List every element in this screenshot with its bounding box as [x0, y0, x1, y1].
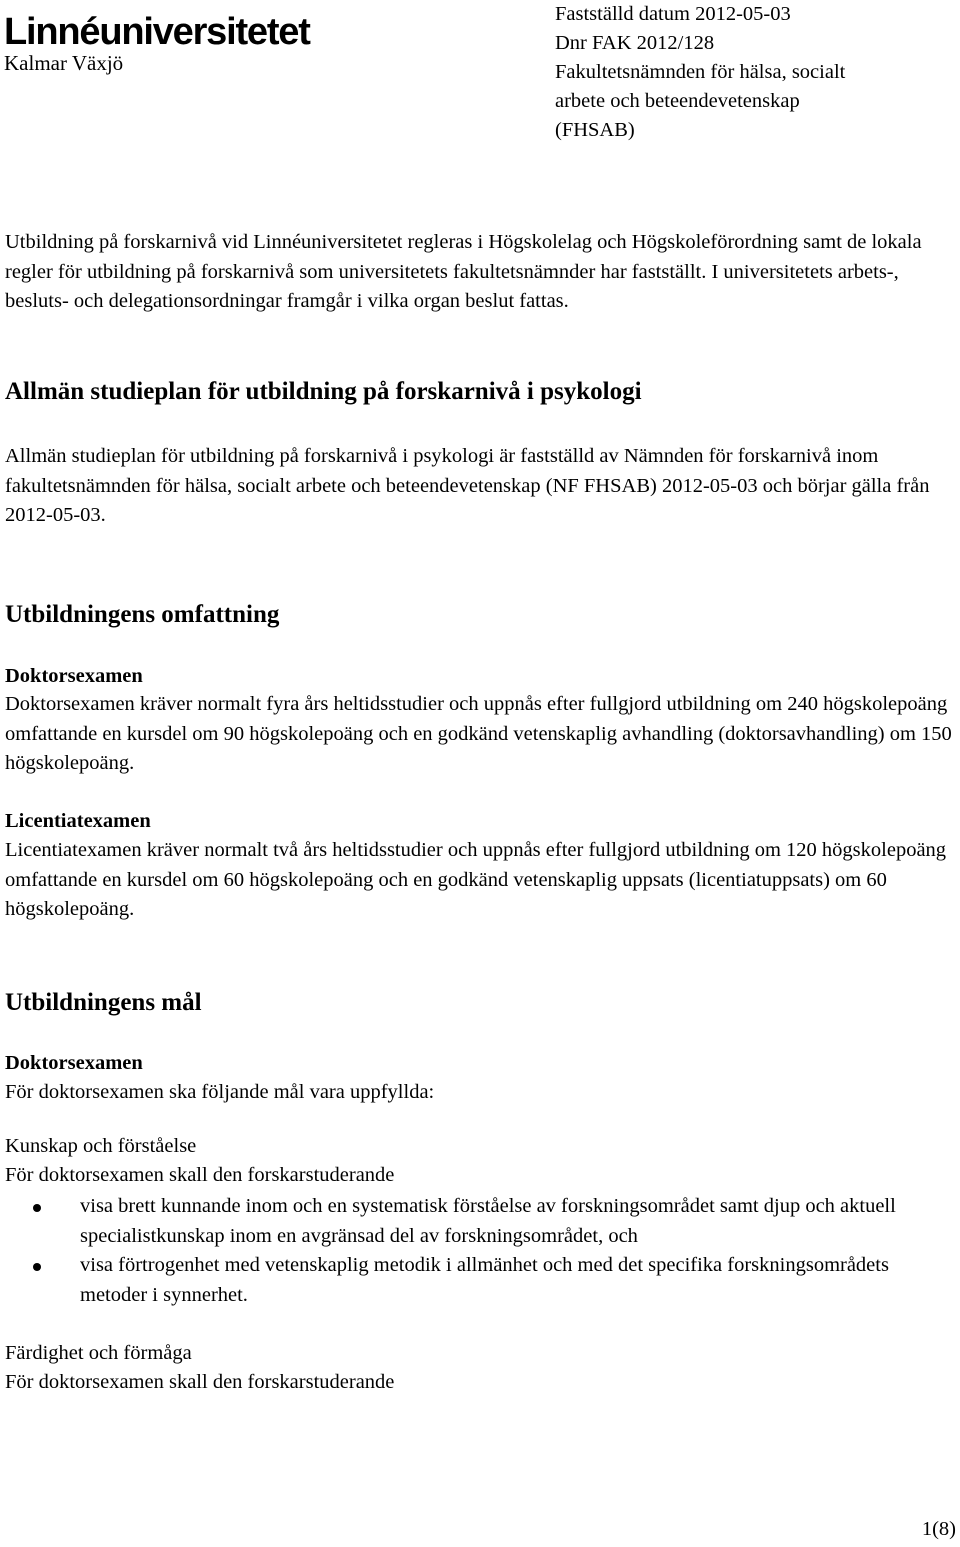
meta-date: Fastställd datum 2012-05-03 — [555, 3, 791, 25]
scope-heading: Utbildningens omfattning — [5, 601, 280, 628]
title-paragraph: Allmän studieplan för utbildning på forskarnivå i psykologi är fastställd av Nämnden för forskarnivå inom fakultetsnämnden för hälsa, socialt arbete och beteendevetenskap (NF FHSAB) 2012-05-03 och börjar gälla från 2012-05-03. — [5, 445, 930, 526]
scope-doctor-text: Doktorsexamen kräver normalt fyra års heltidsstudier och uppnås efter fullgjord utbildning om 240 högskolepoäng omfattande en kursdel om 90 högskolepoäng och en godkänd vetenskaplig avhandling (doktorsavhandling) om 150 högskolepoäng. — [5, 693, 952, 774]
goals-heading: Utbildningens mål — [5, 989, 202, 1016]
list-item — [5, 1251, 955, 1310]
bullet-icon — [33, 1263, 41, 1271]
meta-faculty-line-2: arbete och beteendevetenskap — [555, 90, 800, 112]
list-item — [5, 1192, 955, 1251]
scope-doctor-subheading: Doktorsexamen — [5, 665, 143, 687]
scope-licentiate-text: Licentiatexamen kräver normalt två års heltidsstudier och uppnås efter fullgjord utbildning om 120 högskolepoäng omfattande en kursdel om 60 högskolepoäng och en godkänd vetenskaplig uppsats (licentiatuppsats) om 60 högskolepoäng. — [5, 839, 947, 920]
page-number: 1(8) — [921, 1518, 956, 1540]
goals-intro: För doktorsexamen ska följande mål vara uppfyllda: — [5, 1081, 435, 1103]
bullet-text: visa brett kunnande inom och en systematisk förståelse av forskningsområdet samt djup och aktuell specialistkunskap inom en avgränsad del av forskningsområdet, och — [80, 1195, 896, 1247]
document-title: Allmän studieplan för utbildning på forskarnivå i psykologi — [5, 378, 642, 405]
goals-doctor-subheading: Doktorsexamen — [5, 1052, 143, 1074]
knowledge-lead: För doktorsexamen skall den forskarstuderande — [5, 1164, 395, 1186]
intro-paragraph: Utbildning på forskarnivå vid Linnéuniversitetet regleras i Högskolelag och Högskoleförordning samt de lokala regler för utbildning på forskarnivå som universitetets fakultetsnämnder har fastställt. I universitetets arbets-, besluts- och delegationsordningar framgår i vilka organ beslut fattas. — [5, 231, 922, 312]
skills-lead: För doktorsexamen skall den forskarstuderande — [5, 1371, 395, 1393]
bullet-text: visa förtrogenhet med vetenskaplig metodik i allmänhet och med det specifika forskningsområdets metoder i synnerhet. — [80, 1254, 889, 1306]
logo-wordmark: Linnéuniversitetet — [4, 11, 310, 53]
meta-faculty-line-1: Fakultetsnämnden för hälsa, socialt — [555, 61, 846, 83]
document-meta — [555, 0, 955, 145]
skills-label: Färdighet och förmåga — [5, 1342, 192, 1364]
knowledge-bullet-list — [5, 1192, 955, 1310]
scope-licentiate-subheading: Licentiatexamen — [5, 810, 151, 832]
logo-tagline: Kalmar Växjö — [4, 51, 124, 75]
meta-reference: Dnr FAK 2012/128 — [555, 32, 715, 54]
meta-faculty-abbr: (FHSAB) — [555, 119, 635, 141]
bullet-icon — [33, 1204, 41, 1212]
knowledge-label: Kunskap och förståelse — [5, 1135, 197, 1157]
university-logo — [4, 12, 310, 74]
